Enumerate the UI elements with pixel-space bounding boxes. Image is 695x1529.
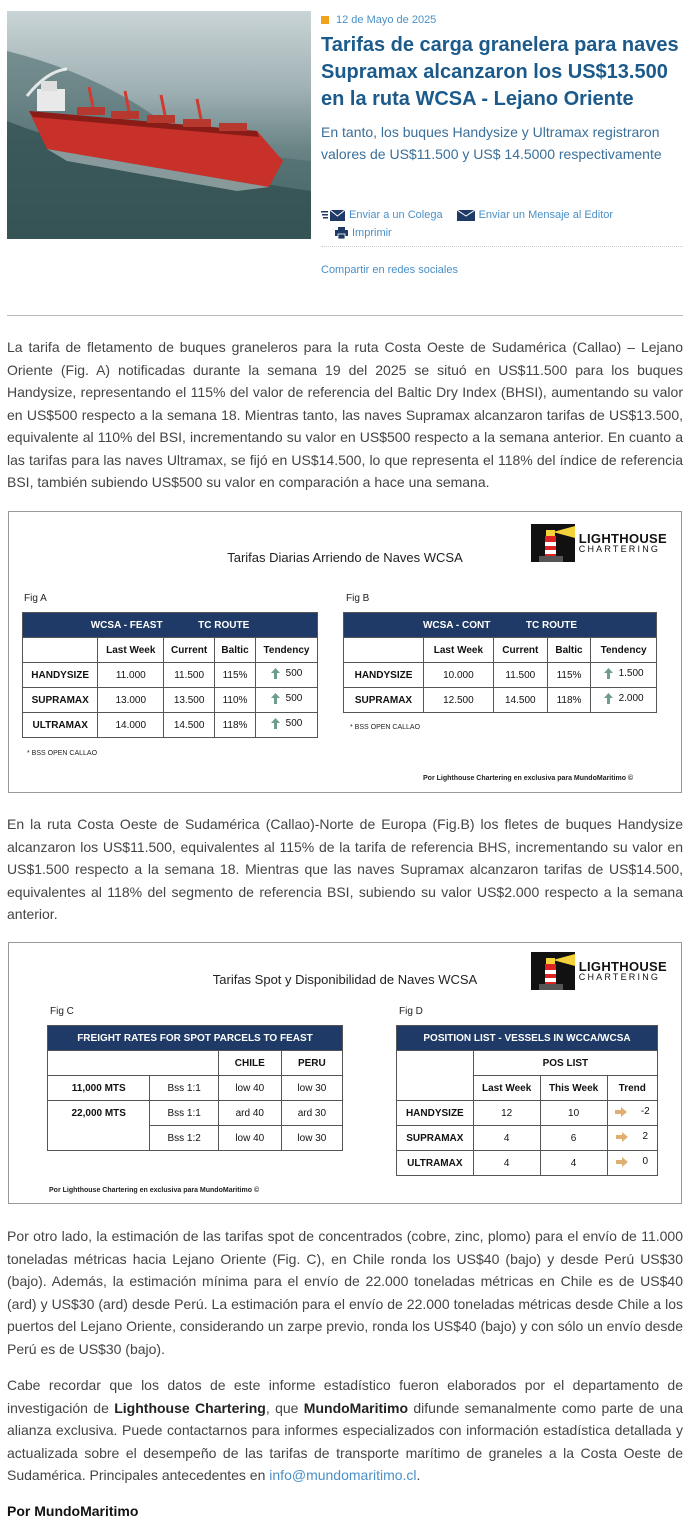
date-square-icon	[321, 16, 329, 24]
figD-table	[396, 1025, 658, 1176]
article-subtitle: En tanto, los buques Handysize y Ultramax registraron valores de US$11.500 y US$ 14.5000 respectivamente	[321, 124, 662, 162]
figC-head: FREIGHT RATES FOR SPOT PARCELS TO FEAST	[48, 1026, 343, 1051]
arrow-up-icon	[271, 668, 280, 679]
logo-line1: LIGHTHOUSE	[578, 959, 667, 974]
lighthouse-logo	[531, 952, 667, 990]
arrow-right-icon	[616, 1157, 628, 1167]
figA-table	[22, 612, 318, 738]
email-link[interactable]: info@mundomaritimo.cl	[269, 1467, 417, 1483]
logo-line1: LIGHTHOUSE	[578, 531, 667, 546]
table-row: HANDYSIZE 10.000 11.500 115% 1.500	[344, 663, 657, 688]
hero-image	[7, 11, 311, 239]
figD-col: Trend	[607, 1076, 657, 1101]
card2-credit: Por Lighthouse Chartering en exclusiva para MundoMaritimo ©	[49, 1187, 260, 1194]
figB-head-left: WCSA - CONT	[422, 619, 491, 631]
bulk-carrier-ship-photo-icon	[7, 11, 311, 239]
card1-credit: Por Lighthouse Chartering en exclusiva para MundoMaritimo ©	[423, 775, 634, 782]
divider	[7, 315, 683, 316]
paragraph-3: Por otro lado, la estimación de las tarifas spot de concentrados (cobre, zinc, plomo) para el envío de 11.000 toneladas métricas hacia Lejano Oriente (Fig. C), en Chile ronda los US$40 (bajo) y desde Perú US$30 (bajo). Además, la estimación mínima para el envío de 22.000 toneladas métricas en Chile es de US$40 (ard) y US$30 (ard) desde Perú. La estimación para el envío de 22.000 toneladas métricas desde Chile a los puertos del Lejano Oriente, considerando un zarpe previo, ronda los US$40 (bajo) y con sólo un envío desde Perú es de US$30 (bajo).	[7, 1228, 683, 1357]
table-row: 11,000 MTS Bss 1:1 low 40 low 30	[48, 1076, 343, 1101]
article-actions	[321, 209, 683, 247]
figB-table	[343, 612, 657, 713]
paragraph-2: En la ruta Costa Oeste de Sudamérica (Callao)-Norte de Europa (Fig.B) los fletes de buques Handysize alcanzaron los US$11.500, equivalentes al 115% de la tarifa de referencia BHS, incrementando su valor en US$1.500 respecto a la semana 18. Mientras que las naves Supramax alcanzaron tarifas de US$14.500, equivalentes al 118% del segmento de referencia BSI, subiendo su valor US$2.000 respecto a la semana anterior.	[7, 816, 683, 922]
logo-line2: CHARTERING	[578, 972, 661, 982]
chart-card-spot-rates	[8, 942, 682, 1204]
paragraph-4: Cabe recordar que los datos de este informe estadístico fueron elaborados por el departamento de investigación de Lighthouse Chartering, que MundoMaritimo difunde semanalmente como parte de una alianza exclusiva. Puede contactarnos para informes especializados con información estadística detallada y actualizada sobre el desempeño de las tarifas de transporte marítimo de graneles a la Costa Oeste de Sudamérica. Principales antecedentes en info@mundomaritimo.cl.	[7, 1377, 683, 1483]
figB-head	[344, 613, 657, 638]
logo-line2: CHARTERING	[578, 544, 661, 554]
figB-col: Baltic	[547, 638, 590, 663]
figA-head	[23, 613, 318, 638]
printer-icon	[335, 227, 348, 239]
figA-col: Tendency	[255, 638, 317, 663]
envelope-icon	[457, 210, 475, 221]
send-colleague-link[interactable]	[321, 209, 443, 221]
figC-col: PERU	[281, 1051, 342, 1076]
table-row: ULTRAMAX 14.000 14.500 118% 500	[23, 713, 318, 738]
arrow-right-icon	[616, 1132, 628, 1142]
send-colleague-label: Enviar a un Colega	[349, 209, 443, 221]
figA-col: Baltic	[215, 638, 256, 663]
figA-note: * BSS OPEN CALLAO	[27, 750, 98, 757]
figD-col: This Week	[540, 1076, 607, 1101]
paragraph-1: La tarifa de fletamento de buques graneleros para la ruta Costa Oeste de Sudamérica (Callao) – Lejano Oriente (Fig. A) notificadas durante la semana 19 del 2025 se situó en US$11.500 para los buques Handysize, representando el 115% del valor de referencia del Baltic Dry Index (BHSI), aumentando su valor en US$500 respecto a la semana 18. Mientras tanto, las naves Supramax alcanzaron tarifas de US$13.500, equivalente al 110% del BSI, incrementando su valor en US$500 respecto a la semana anterior. En cuanto a las tarifas para las naves Ultramax, se fijó en US$14.500, lo que representa el 118% del índice de referencia BSI, también subiendo US$500 su valor en comparación a hace una semana.	[7, 339, 683, 490]
arrow-up-icon	[271, 718, 280, 729]
print-link[interactable]	[335, 227, 392, 239]
figD-head: POSITION LIST - VESSELS IN WCCA/WCSA	[397, 1026, 658, 1051]
figA-col: Current	[164, 638, 215, 663]
figB-label: Fig B	[346, 593, 370, 604]
lighthouse-chartering-bold: Lighthouse Chartering	[114, 1399, 266, 1416]
arrow-up-icon	[604, 693, 613, 704]
mundomaritimo-bold: MundoMaritimo	[303, 1399, 409, 1416]
table-row: SUPRAMAX 13.000 13.500 110% 500	[23, 688, 318, 713]
figA-col: Last Week	[98, 638, 164, 663]
figD-label: Fig D	[399, 1006, 423, 1017]
figC-table	[47, 1025, 343, 1151]
table-row: 22,000 MTS Bss 1:1 ard 40 ard 30	[48, 1101, 343, 1126]
figB-head-right: TC ROUTE	[525, 619, 578, 631]
lighthouse-icon	[531, 952, 575, 990]
card2-title: Tarifas Spot y Disponibilidad de Naves WCSA	[212, 972, 478, 987]
send-editor-label: Enviar un Mensaje al Editor	[478, 209, 614, 221]
figB-col: Last Week	[423, 638, 493, 663]
figB-note: * BSS OPEN CALLAO	[350, 724, 421, 731]
article-meta	[321, 14, 686, 165]
table-row: ULTRAMAX 4 4 0	[397, 1151, 658, 1176]
figC-col: CHILE	[218, 1051, 281, 1076]
article-date	[321, 14, 686, 26]
table-row: HANDYSIZE 11.000 11.500 115% 500	[23, 663, 318, 688]
table-row: SUPRAMAX 4 6 2	[397, 1126, 658, 1151]
print-label: Imprimir	[352, 227, 392, 239]
figB-col: Tendency	[591, 638, 657, 663]
lighthouse-logo	[531, 524, 667, 562]
send-editor-link[interactable]	[457, 209, 614, 221]
envelope-list-icon	[321, 210, 345, 221]
figA-label: Fig A	[24, 593, 47, 604]
table-row: Bss 1:2 low 40 low 30	[48, 1126, 343, 1151]
table-row: HANDYSIZE 12 10 -2	[397, 1101, 658, 1126]
arrow-up-icon	[604, 668, 613, 679]
figD-col: Last Week	[473, 1076, 540, 1101]
figA-head-left: WCSA - FEAST	[90, 619, 163, 631]
arrow-up-icon	[271, 693, 280, 704]
card1-title: Tarifas Diarias Arriendo de Naves WCSA	[227, 550, 463, 565]
chart-card-daily-rates	[8, 511, 682, 793]
table-row: SUPRAMAX 12.500 14.500 118% 2.000	[344, 688, 657, 713]
byline: Por MundoMaritimo	[7, 1503, 139, 1519]
date-text: 12 de Mayo de 2025	[336, 14, 437, 26]
figB-col: Current	[493, 638, 547, 663]
article-title: Tarifas de carga granelera para naves Supramax alcanzaron los US$13.500 en la ruta WCSA - Lejano Oriente	[321, 34, 679, 110]
arrow-right-icon	[615, 1107, 627, 1117]
figA-head-right: TC ROUTE	[198, 619, 250, 631]
figC-label: Fig C	[50, 1006, 74, 1017]
figD-subhead: POS LIST	[473, 1051, 657, 1076]
share-social-link[interactable]: Compartir en redes sociales	[321, 264, 458, 276]
lighthouse-icon	[531, 524, 575, 562]
